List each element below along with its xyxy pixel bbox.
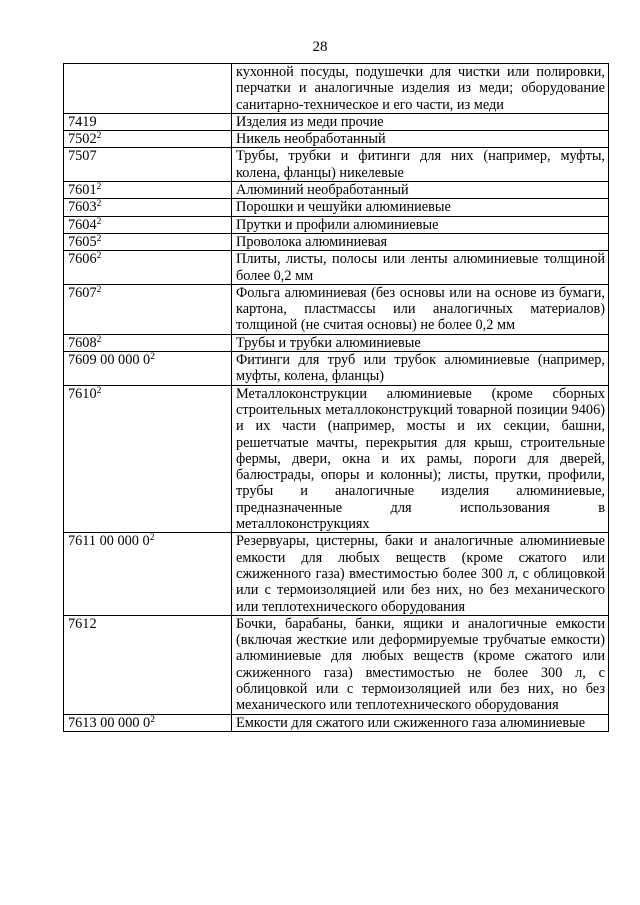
code-cell xyxy=(64,251,232,285)
code-footnote-mark: 2 xyxy=(96,284,102,295)
code-cell xyxy=(64,533,232,615)
code-cell xyxy=(64,385,232,533)
code-cell xyxy=(64,64,232,114)
page-number: 28 xyxy=(312,39,328,55)
description-cell: Резервуары, цистерны, баки и аналогичные алюминиевые емкости для любых веществ (кроме сжатого или сжиженного газа) вместимостью более 300 л, с облицовкой или с термоизоляцией или без них, но без механического или теплотехнического оборудования xyxy=(232,533,609,615)
table-row xyxy=(64,284,609,334)
table-row xyxy=(64,182,609,199)
code-cell xyxy=(64,334,232,351)
description-cell: Плиты, листы, полосы или ленты алюминиевые толщиной более 0,2 мм xyxy=(232,251,609,285)
code-footnote-mark: 2 xyxy=(150,714,155,725)
code-cell xyxy=(64,182,232,199)
code-cell xyxy=(64,148,232,182)
description-cell: Прутки и профили алюминиевые xyxy=(232,216,609,233)
table-row xyxy=(64,385,609,533)
table-row xyxy=(64,113,609,130)
code-footnote-mark: 2 xyxy=(96,131,102,142)
code-footnote-mark: 2 xyxy=(149,533,155,544)
description-cell: Емкости для сжатого или сжиженного газа алюминиевые xyxy=(232,714,609,731)
table-row xyxy=(64,615,609,714)
code-text: 7606 xyxy=(68,251,97,268)
code-footnote-mark: 2 xyxy=(96,251,102,262)
code-text: 7610 xyxy=(68,385,97,402)
code-cell xyxy=(64,199,232,216)
description-cell: Металлоконструкции алюминиевые (кроме сборных строительных металлоконструкций товарной позиции 9406) и их части (например, мосты и их секции, башни, решетчатые мачты, перекрытия для крыш, строительные фермы, двери, окна и их рамы, пороги для дверей, балюстрады, опоры и колонны); листы, прутки, профили, трубы и аналогичные изделия алюминиевые, предназначенные для использования в металлоконструкциях xyxy=(232,385,609,533)
description-cell: кухонной посуды, подушечки для чистки или полировки, перчатки и аналогичные изделия из меди; оборудование санитарно-техническое и его части, из меди xyxy=(232,64,609,114)
code-text: 7609 00 000 0 xyxy=(68,352,151,369)
code-footnote-mark: 2 xyxy=(150,352,155,363)
description-cell: Изделия из меди прочие xyxy=(232,113,609,130)
code-cell xyxy=(64,113,232,130)
code-text: 7603 xyxy=(68,199,97,216)
description-cell: Порошки и чешуйки алюминиевые xyxy=(232,199,609,216)
description-cell: Алюминий необработанный xyxy=(232,182,609,199)
code-text: 7608 xyxy=(68,334,97,351)
table-row xyxy=(64,216,609,233)
table-row xyxy=(64,148,609,182)
table-body xyxy=(64,64,609,732)
code-footnote-mark: 2 xyxy=(96,216,102,227)
code-text: 7605 xyxy=(68,233,97,250)
code-footnote-mark: 2 xyxy=(96,182,102,193)
table-row xyxy=(64,714,609,731)
code-text: 7419 xyxy=(68,113,97,130)
code-cell xyxy=(64,233,232,250)
code-text: 7612 xyxy=(68,615,97,632)
table-row xyxy=(64,251,609,285)
code-text: 7601 xyxy=(68,182,97,199)
code-text: 7611 00 000 0 xyxy=(68,533,150,550)
description-cell: Фитинги для труб или трубок алюминиевые (например, муфты, колена, фланцы) xyxy=(232,352,609,386)
code-cell xyxy=(64,216,232,233)
code-footnote-mark: 2 xyxy=(96,385,102,396)
description-cell: Трубы, трубки и фитинги для них (например, муфты, колена, фланцы) никелевые xyxy=(232,148,609,182)
table-row xyxy=(64,131,609,148)
table-row xyxy=(64,352,609,386)
code-footnote-mark: 2 xyxy=(96,334,102,345)
code-text: 7613 00 000 0 xyxy=(68,714,151,731)
code-cell xyxy=(64,131,232,148)
code-text: 7604 xyxy=(68,216,97,233)
description-cell: Трубы и трубки алюминиевые xyxy=(232,334,609,351)
table-row xyxy=(64,334,609,351)
code-text: 7607 xyxy=(68,284,97,301)
code-cell xyxy=(64,352,232,386)
table-row xyxy=(64,64,609,114)
tariff-code-table xyxy=(63,63,609,732)
description-cell: Фольга алюминиевая (без основы или на основе из бумаги, картона, пластмассы или аналогичных материалов) толщиной (не считая основы) не более 0,2 мм xyxy=(232,284,609,334)
description-cell: Никель необработанный xyxy=(232,131,609,148)
code-footnote-mark: 2 xyxy=(96,199,102,210)
code-text: 7507 xyxy=(68,148,97,165)
code-cell xyxy=(64,615,232,714)
code-text: 7502 xyxy=(68,131,97,148)
description-cell: Проволока алюминиевая xyxy=(232,233,609,250)
code-footnote-mark: 2 xyxy=(96,233,102,244)
table-row xyxy=(64,533,609,615)
table-row xyxy=(64,233,609,250)
code-cell xyxy=(64,284,232,334)
table-row xyxy=(64,199,609,216)
code-cell xyxy=(64,714,232,731)
description-cell: Бочки, барабаны, банки, ящики и аналогичные емкости (включая жесткие или деформируемые трубчатые емкости) алюминиевые для любых веществ (кроме сжатого или сжиженного газа) вместимостью не более 300 л, с облицовкой или с термоизоляцией или без них, но без механического или теплотехнического оборудования xyxy=(232,615,609,714)
